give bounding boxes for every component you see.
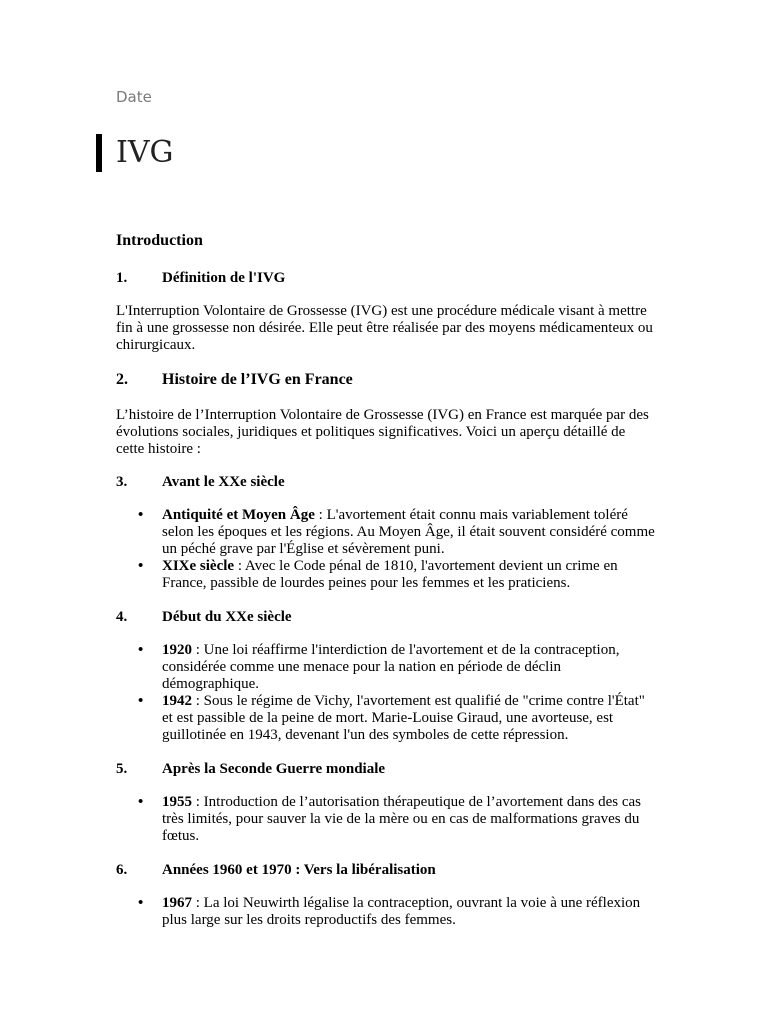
list-item-term: Antiquité et Moyen Âge (162, 507, 315, 523)
list-item (138, 507, 656, 558)
section-heading-6 (116, 862, 656, 879)
bullet-icon: • (138, 507, 144, 523)
section-heading-4 (116, 609, 656, 626)
annees-list (116, 895, 656, 929)
section-heading-5 (116, 761, 656, 778)
bullet-icon: • (138, 794, 144, 810)
section-number: 5. (116, 761, 128, 777)
histoire-paragraph: L’histoire de l’Interruption Volontaire de Grossesse (IVG) en France est marquée par des évolutions sociales, juridiques et politiques significatives. Voici un aperçu détaillé de cette histoire : (116, 407, 649, 457)
section-title: Années 1960 et 1970 : Vers la libéralisation (162, 862, 436, 878)
list-item (138, 642, 656, 693)
section-number: 4. (116, 609, 128, 625)
apres-list (116, 794, 656, 845)
bullet-icon: • (138, 642, 144, 658)
section-title: Définition de l'IVG (162, 270, 286, 286)
debut-list (116, 642, 656, 744)
list-item-text: : Avec le Code pénal de 1810, l'avortement devient un crime en France, passible de lourdes peines pour les femmes et les praticiens. (162, 558, 618, 591)
list-item-text: : La loi Neuwirth légalise la contraception, ouvrant la voie à une réflexion plus large sur les droits reproductifs des femmes. (162, 895, 641, 928)
list-item (138, 693, 656, 744)
list-item-text: : Une loi réaffirme l'interdiction de l'avortement et de la contraception, considérée comme une menace pour la nation en période de déclin démographique. (162, 642, 620, 692)
list-item-term: 1942 (162, 693, 192, 709)
section-title: Histoire de l’IVG en France (162, 371, 353, 388)
definition-paragraph: L'Interruption Volontaire de Grossesse (IVG) est une procédure médicale visant à mettre fin à une grossesse non désirée. Elle peut être réalisée par des moyens médicamenteux ou chirurgicaux. (116, 303, 653, 353)
list-item (138, 558, 656, 592)
list-item-term: XIXe siècle (162, 558, 235, 574)
list-item-term: 1955 (162, 794, 192, 810)
list-item-text: : Introduction de l’autorisation thérapeutique de l’avortement dans des cas très limités, pour sauver la vie de la mère ou en cas de malformations graves du fœtus. (162, 794, 642, 844)
list-item-text: : Sous le régime de Vichy, l'avortement est qualifié de "crime contre l'État" et est passible de la peine de mort. Marie-Louise Giraud, une avorteuse, est guillotinée en 1943, devenant l'un des symboles de cette répression. (162, 693, 645, 743)
title-accent-bar (96, 134, 102, 172)
section-number: 1. (116, 270, 128, 286)
intro-heading: Introduction (116, 232, 203, 249)
section-number: 3. (116, 474, 128, 490)
section-title: Début du XXe siècle (162, 609, 292, 625)
document-title[interactable]: IVG (116, 135, 174, 170)
section-heading-3 (116, 474, 656, 491)
section-heading-2 (116, 370, 656, 390)
list-item-term: 1967 (162, 895, 192, 911)
list-item-text: : L'avortement était connu mais variablement toléré selon les époques et les régions. Au Moyen Âge, il était souvent considéré comme un péché grave par l'Église et sévèrement puni. (162, 507, 655, 557)
bullet-icon: • (138, 693, 144, 709)
section-number: 2. (116, 371, 128, 388)
bullet-icon: • (138, 895, 144, 911)
section-title: Avant le XXe siècle (162, 474, 285, 490)
document-body (116, 230, 656, 946)
list-item (138, 895, 656, 929)
avant-list (116, 507, 656, 592)
bullet-icon: • (138, 558, 144, 574)
list-item (138, 794, 656, 845)
list-item-term: 1920 (162, 642, 192, 658)
section-number: 6. (116, 862, 128, 878)
section-heading-1 (116, 270, 656, 287)
section-title: Après la Seconde Guerre mondiale (162, 761, 386, 777)
date-placeholder[interactable]: Date (116, 88, 152, 106)
